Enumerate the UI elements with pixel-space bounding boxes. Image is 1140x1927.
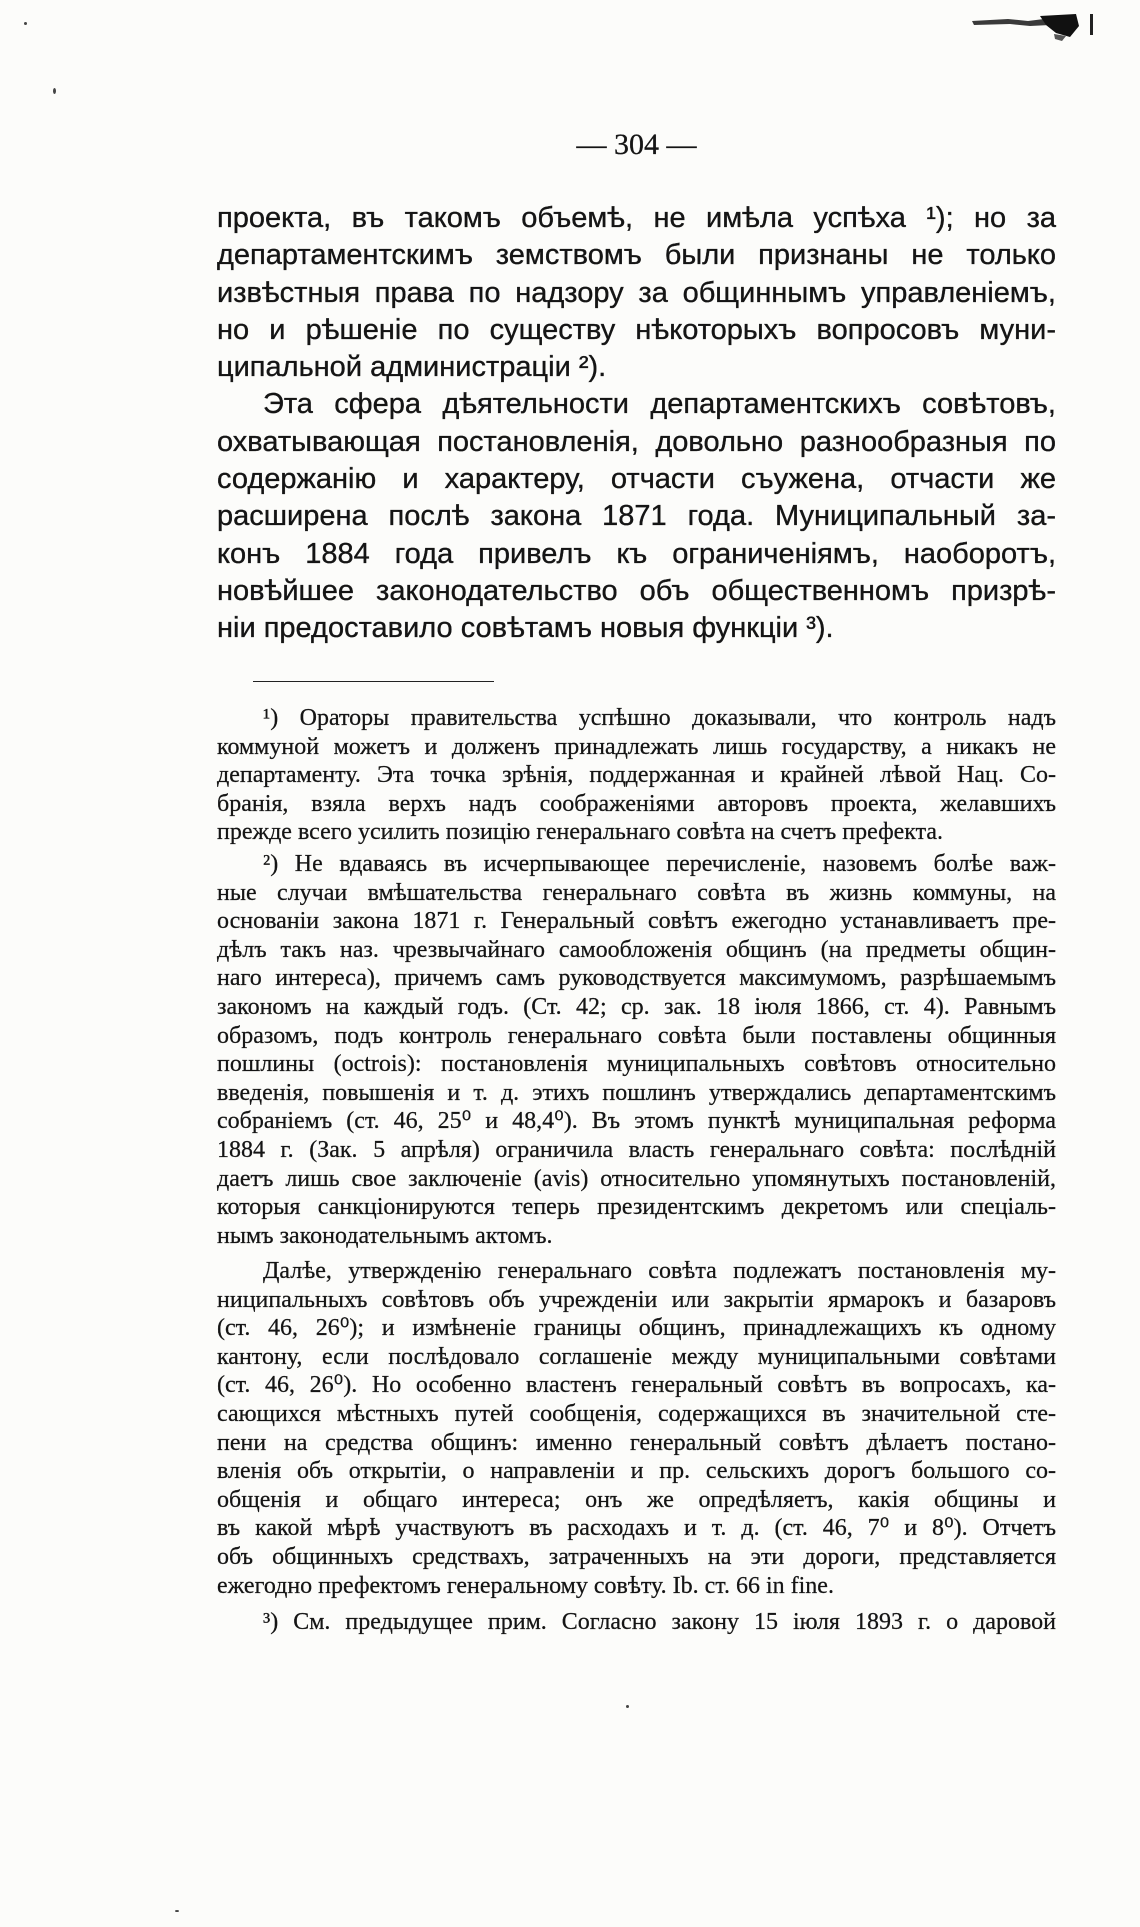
body-line: но и рѣшеніе по существу нѣкоторыхъ вопросовъ муни- xyxy=(217,313,1056,346)
footnote-line: собраніемъ (ст. 46, 25⁰ и 48,4⁰). Въ этомъ пунктѣ муниципальная реформа xyxy=(217,1108,1056,1135)
footnote-line: департаменту. Эта точка зрѣнія, поддержанная и крайней лѣвой Нац. Со- xyxy=(217,762,1056,789)
body-line: департаментскимъ земствомъ были признаны не только xyxy=(217,239,1056,272)
footnote-line: (ст. 46, 26⁰). Но особенно властенъ генеральный совѣтъ въ вопросахъ, ка- xyxy=(217,1372,1056,1399)
footnote-separator xyxy=(253,681,494,682)
footnote-1 xyxy=(217,704,1056,847)
footnote-2 xyxy=(217,850,1056,1250)
body-line: Эта сфера дѣятельности департаментскихъ совѣтовъ, xyxy=(263,388,1056,421)
scan-speck xyxy=(175,1910,179,1912)
footnote-line: въ какой мѣрѣ участвуютъ въ расходахъ и т. д. (ст. 46, 7⁰ и 8⁰). Отчетъ xyxy=(217,1515,1056,1542)
footnote-line: кантону, если послѣдовало соглашеніе между муниципальными совѣтами xyxy=(217,1343,1056,1370)
footnote-line: даетъ лишь свое заключеніе (avis) относительно упомянутыхъ постановленій, xyxy=(217,1165,1056,1192)
footnote-line: нымъ законодательнымъ актомъ. xyxy=(217,1222,553,1249)
footnote-line: введенія, повышенія и т. д. этихъ пошлинъ утверждались департаментскимъ xyxy=(217,1079,1056,1106)
body-line: ніи предоставило совѣтамъ новыя функціи ³). xyxy=(217,612,834,645)
footnote-line: бранія, взяла верхъ надъ соображеніями авторовъ проекта, желавшихъ xyxy=(217,790,1056,817)
footnote-line: образомъ, подъ контроль генеральнаго совѣта были поставлены общинныя xyxy=(217,1022,1056,1049)
body-line: охватывающая постановленія, довольно разнообразныя по xyxy=(217,425,1056,458)
footnote-line: ежегодно префектомъ генеральному совѣту. Ib. ст. 66 in fine. xyxy=(217,1572,834,1599)
scan-smudge xyxy=(970,10,1100,46)
main-text xyxy=(217,200,1056,648)
footnote-line: ные случаи вмѣшательства генеральнаго совѣта въ жизнь коммуны, на xyxy=(217,879,1056,906)
footnote-line: ¹) Ораторы правительства успѣшно доказывали, что контроль надъ xyxy=(263,705,1056,731)
footnote-line: наго интереса), причемъ самъ руководствуется максимумомъ, разрѣшаемымъ xyxy=(217,965,1056,992)
footnote-line: ³) См. предыдущее прим. Согласно закону 15 іюля 1893 г. о даровой xyxy=(263,1609,1056,1635)
footnote-line: которыя санкціонируются теперь президентскимъ декретомъ или спеціаль- xyxy=(217,1194,1056,1221)
body-line: содержанію и характеру, отчасти съужена, отчасти же xyxy=(217,463,1056,496)
body-line: проекта, въ такомъ объемѣ, не имѣла успѣха ¹); но за xyxy=(217,202,1056,234)
page-number: — 304 — xyxy=(576,128,697,161)
footnote-line: дѣлъ такъ наз. чрезвычайнаго самообложенія общинъ (на предметы общин- xyxy=(217,936,1056,963)
footnote-line: основаніи закона 1871 г. Генеральный совѣтъ ежегодно устанавливаетъ пре- xyxy=(217,908,1056,935)
body-line: расширена послѣ закона 1871 года. Муниципальный за- xyxy=(217,500,1056,533)
footnote-3 xyxy=(217,1608,1056,1637)
body-line: новѣйшее законодательство объ общественномъ призрѣ- xyxy=(217,574,1056,607)
footnote-line: пошлины (octrois): постановленія муниципальныхъ совѣтовъ относительно xyxy=(217,1051,1056,1078)
footnote-line: закономъ на каждый годъ. (Ст. 42; ср. зак. 18 іюля 1866, ст. 4). Равнымъ xyxy=(217,993,1056,1020)
footnote-line: сающихся мѣстныхъ путей сообщенія, содержащихся въ значительной сте- xyxy=(217,1400,1056,1427)
paragraph xyxy=(217,200,1056,386)
footnote-line: пени на средства общинъ: именно генеральный совѣтъ дѣлаетъ постано- xyxy=(217,1429,1056,1456)
footnote-line: ²) Не вдаваясь въ исчерпывающее перечисленіе, назовемъ болѣе важ- xyxy=(263,851,1056,877)
body-line: ципальной администраціи ²). xyxy=(217,351,607,384)
footnote-line: прежде всего усилить позицію генеральнаго совѣта на счетъ префекта. xyxy=(217,819,944,846)
scan-speck xyxy=(53,88,56,94)
footnote-line: вленія объ открытіи, о направленіи и пр. сельскихъ дорогъ большого со- xyxy=(217,1458,1056,1485)
body-line: конъ 1884 года привелъ къ ограниченіямъ, наоборотъ, xyxy=(217,537,1056,570)
scan-speck xyxy=(626,1705,629,1708)
footnote-line: ниципальныхъ совѣтовъ объ учрежденіи или закрытіи ярмарокъ и базаровъ xyxy=(217,1286,1056,1313)
body-line: извѣстныя права по надзору за общиннымъ управленіемъ, xyxy=(217,276,1056,309)
scan-speck xyxy=(24,22,27,25)
footnote-line: (ст. 46, 26⁰); и измѣненіе границы общинъ, принадлежащихъ къ одному xyxy=(217,1315,1056,1342)
footnote-line: 1884 г. (Зак. 5 апрѣля) ограничила власть генеральнаго совѣта: послѣдній xyxy=(217,1136,1056,1163)
footnote-line: коммуной можетъ и долженъ принадлежать лишь государству, а никакъ не xyxy=(217,733,1056,760)
footnote-line: Далѣе, утвержденію генеральнаго совѣта подлежатъ постановленія му- xyxy=(263,1258,1056,1284)
paragraph xyxy=(217,386,1056,647)
footnote-line: общенія и общаго интереса; онъ же опредѣляетъ, какія общины и xyxy=(217,1486,1056,1513)
footnote-line: объ общинныхъ средствахъ, затраченныхъ на эти дороги, представляется xyxy=(217,1543,1056,1570)
footnote-2-continued xyxy=(217,1257,1056,1600)
